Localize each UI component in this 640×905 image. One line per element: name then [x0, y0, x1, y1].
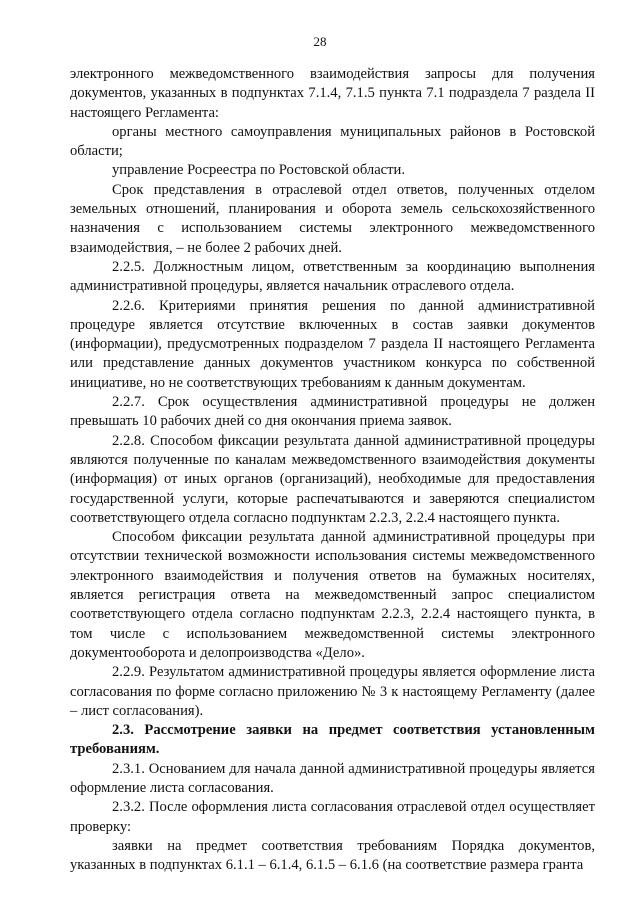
document-body — [70, 65, 595, 875]
paragraph-list-item: заявки на предмет соответствия требованиям Порядка документов, указанных в подпунктах 6.1.1 – 6.1.4, 6.1.5 – 6.1.6 (на соответствие размера гранта — [70, 837, 595, 874]
paragraph-list-item: управление Росреестра по Ростовской области. — [112, 162, 405, 179]
paragraph-2-2-7: 2.2.7. Срок осуществления административной процедуры не должен превышать 10 рабочих дней со дня окончания приема заявок. — [70, 394, 595, 430]
paragraph: Способом фиксации результата данной административной процедуры при отсутствии технической возможности использования системы межведомственного электронного взаимодействия и получения ответов на бумажных носителях, является регистрация ответа на межведомственный запрос специалистом соответствующего отдела согласно подпунктам 2.2.3, 2.2.4 настоящего пункта, в том числе с использованием межведомственной системы электронного документооборота и делопроизводства «Дело». — [70, 529, 595, 661]
paragraph-list-item: органы местного самоуправления муниципальных районов в Ростовской области; — [70, 123, 595, 160]
paragraph-2-3-2: 2.3.2. После оформления листа согласования отраслевой отдел осуществляет проверку: — [70, 799, 595, 835]
paragraph-2-2-6: 2.2.6. Критериями принятия решения по данной административной процедуре является отсутствие включенных в состав заявки документов (информации), предусмотренных подразделом 7 раздела II настоящего Регламента или представление данных документов участником конкурса по собственной инициативе, но не соответствующих требованиям к данным документам. — [70, 297, 595, 391]
section-heading-2-3: 2.3. Рассмотрение заявки на предмет соответствия установленным требованиям. — [70, 722, 595, 758]
page-number: 28 — [313, 34, 327, 49]
paragraph-continuation: электронного межведомственного взаимодействия запросы для получения документов, указанных в подпунктах 7.1.4, 7.1.5 пункта 7.1 подраздела 7 раздела II настоящего Регламента: — [70, 66, 595, 121]
paragraph-2-2-9: 2.2.9. Результатом административной процедуры является оформление листа согласования по форме согласно приложению № 3 к настоящему Регламенту (далее – лист согласования). — [70, 664, 595, 719]
paragraph: Срок представления в отраслевой отдел ответов, полученных отделом земельных отношений, планирования и оборота земель сельскохозяйственного назначения с использованием системы электронного межведомственного взаимодействия, – не более 2 рабочих дней. — [70, 181, 595, 256]
paragraph-2-3-1: 2.3.1. Основанием для начала данной административной процедуры является оформление листа согласования. — [70, 760, 595, 796]
paragraph-2-2-5: 2.2.5. Должностным лицом, ответственным за координацию выполнения административной процедуры, является начальник отраслевого отдела. — [70, 258, 595, 295]
paragraph-2-2-8: 2.2.8. Способом фиксации результата данной административной процедуры являются полученные по каналам межведомственного взаимодействия документы (информация) от иных органов (организаций), необходимые для предоставления государственной услуги, которые распечатываются и заверяются специалистом соответствующего отдела согласно подпунктам 2.2.3, 2.2.4 настоящего пункта. — [70, 432, 595, 526]
